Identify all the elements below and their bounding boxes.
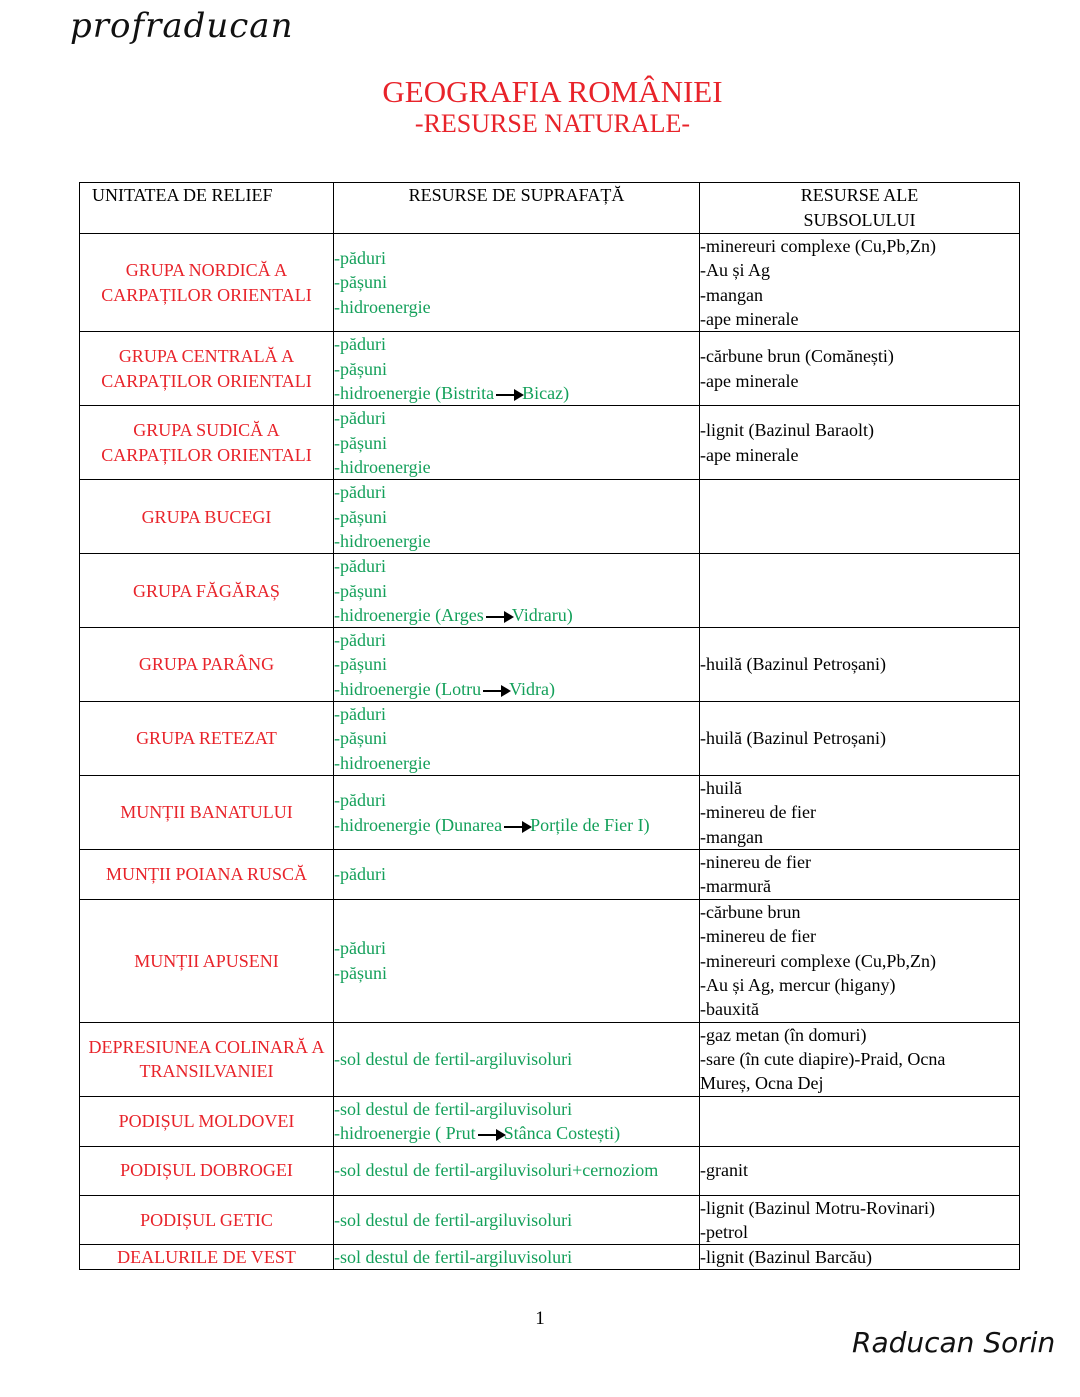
surface-resource-text: -hidroenergie (334, 456, 431, 477)
page-title: GEOGRAFIA ROMÂNIEI (382, 74, 723, 109)
table-row (80, 1146, 1020, 1195)
surface-resource-text: -hidroenergie (Arges (334, 604, 484, 625)
subsoil-resources-cell (700, 1245, 1020, 1270)
surface-resource-destination: Vidraru) (511, 604, 573, 625)
relief-unit-cell: GRUPA RETEZAT (80, 702, 334, 776)
surface-resources-cell (334, 234, 700, 332)
subsoil-resources-cell (700, 1195, 1020, 1245)
surface-resource-text: -păduri (334, 864, 386, 885)
subsoil-resources-cell (700, 332, 1020, 406)
subsoil-resource-item: -cărbune brun (Comănești) (700, 346, 894, 367)
surface-resource-text: -hidroenergie ( Prut (334, 1123, 476, 1144)
surface-resource-item (334, 579, 699, 603)
subsoil-resources-cell (700, 406, 1020, 480)
subsoil-resources-cell (700, 776, 1020, 850)
surface-resource-item (334, 813, 699, 837)
surface-resources-cell (334, 1096, 700, 1146)
header-subsoil-resources: RESURSE ALE SUBSOLULUI (700, 183, 1020, 234)
surface-resource-destination: Stânca Costești) (503, 1123, 621, 1144)
subsoil-resource-item: -mangan (700, 284, 763, 305)
relief-unit-cell: DEALURILE DE VEST (80, 1245, 334, 1270)
resources-table (79, 182, 1020, 1270)
table-row (80, 1096, 1020, 1146)
surface-resource-item (334, 677, 699, 701)
subsoil-resource-item: -ape minerale (700, 308, 799, 329)
surface-resource-text: -hidroenergie (Dunarea (334, 814, 503, 835)
surface-resource-text: -pășuni (334, 272, 387, 293)
relief-unit-cell: PODIȘUL DOBROGEI (80, 1146, 334, 1195)
surface-resource-text: -pășuni (334, 728, 387, 749)
table-row (80, 899, 1020, 1022)
table-row (80, 702, 1020, 776)
surface-resource-item (334, 295, 699, 319)
table-row (80, 1245, 1020, 1270)
subsoil-resource-item: -lignit (Bazinul Baraolt) (700, 420, 874, 441)
relief-unit-cell: PODIȘUL GETIC (80, 1195, 334, 1245)
surface-resource-item (334, 936, 699, 960)
relief-unit-cell: DEPRESIUNEA COLINARĂ A TRANSILVANIEI (80, 1022, 334, 1096)
surface-resource-text: -pășuni (334, 962, 387, 983)
subsoil-resource-item: -Au și Ag, mercur (higany) (700, 974, 896, 995)
surface-resources-cell (334, 480, 700, 554)
table-row (80, 234, 1020, 332)
subsoil-resource-item: -minereuri complexe (Cu,Pb,Zn) (700, 236, 936, 256)
relief-unit-cell: MUNȚII APUSENI (80, 899, 334, 1022)
header-signature: profraducan (70, 6, 294, 46)
surface-resource-text: -hidroenergie (334, 296, 431, 317)
surface-resources-cell (334, 1022, 700, 1096)
subsoil-resources-cell (700, 850, 1020, 900)
subsoil-resource-item: -lignit (Bazinul Barcău) (700, 1247, 872, 1268)
surface-resources-cell (334, 1245, 700, 1270)
relief-unit-cell: GRUPA CENTRALĂ A CARPAȚILOR ORIENTALI (80, 332, 334, 406)
table-row (80, 332, 1020, 406)
surface-resource-item (334, 751, 699, 775)
surface-resource-item (334, 554, 699, 578)
surface-resource-item (334, 702, 699, 726)
surface-resource-item (334, 788, 699, 812)
surface-resource-text: -pășuni (334, 654, 387, 675)
surface-resource-item (334, 529, 699, 553)
surface-resource-text: -sol destul de fertil-argiluvisoluri (334, 1209, 573, 1230)
surface-resource-item (334, 505, 699, 529)
subsoil-resource-item: -huilă (Bazinul Petroșani) (700, 654, 886, 675)
surface-resource-text: -hidroenergie (Lotru (334, 678, 482, 699)
relief-unit-cell: GRUPA SUDICĂ A CARPAȚILOR ORIENTALI (80, 406, 334, 480)
surface-resources-cell (334, 1195, 700, 1245)
page-subtitle: -RESURSE NATURALE- (414, 109, 691, 138)
table-row (80, 776, 1020, 850)
surface-resource-item (334, 628, 699, 652)
subsoil-resources-cell (700, 899, 1020, 1022)
surface-resource-text: -sol destul de fertil-argiluvisoluri+cernoziom (334, 1160, 659, 1181)
subsoil-resource-item: -mangan (700, 826, 763, 847)
surface-resource-item (334, 431, 699, 455)
surface-resource-text: -sol destul de fertil-argiluvisoluri (334, 1098, 573, 1119)
subsoil-resource-item: -marmură (700, 876, 771, 897)
subsoil-resource-item: -ape minerale (700, 444, 799, 465)
table-row (80, 628, 1020, 702)
surface-resource-item (334, 961, 699, 985)
surface-resource-item (334, 332, 699, 356)
subsoil-resources-cell (700, 480, 1020, 554)
surface-resource-text: -pășuni (334, 432, 387, 453)
surface-resources-cell (334, 406, 700, 480)
surface-resource-item (334, 1208, 699, 1232)
table-header-row (80, 183, 1020, 234)
relief-unit-cell: GRUPA BUCEGI (80, 480, 334, 554)
surface-resource-item (334, 270, 699, 294)
table-row (80, 554, 1020, 628)
surface-resource-destination: Bicaz) (522, 382, 570, 403)
surface-resource-item (334, 603, 699, 627)
subsoil-resource-item: -ape minerale (700, 370, 799, 391)
surface-resource-text: -pășuni (334, 506, 387, 527)
surface-resource-text: -păduri (334, 408, 386, 429)
surface-resource-item (334, 246, 699, 270)
subsoil-resources-cell (700, 702, 1020, 776)
surface-resource-text: -păduri (334, 334, 386, 355)
surface-resource-text: -hidroenergie (Bistrita (334, 382, 495, 403)
subsoil-resource-item: -cărbune brun (700, 901, 801, 922)
relief-unit-cell: GRUPA NORDICĂ A CARPAȚILOR ORIENTALI (80, 234, 334, 332)
surface-resource-item (334, 480, 699, 504)
surface-resource-text: -sol destul de fertil-argiluvisoluri (334, 1247, 573, 1268)
relief-unit-cell: PODIȘUL MOLDOVEI (80, 1096, 334, 1146)
surface-resource-text: -păduri (334, 248, 386, 269)
subsoil-resources-cell (700, 1096, 1020, 1146)
surface-resources-cell (334, 899, 700, 1022)
table-row (80, 1022, 1020, 1096)
surface-resource-text: -păduri (334, 790, 386, 811)
surface-resources-cell (334, 332, 700, 406)
surface-resource-item (334, 726, 699, 750)
surface-resource-text: -pășuni (334, 358, 387, 379)
surface-resource-text: -păduri (334, 630, 386, 651)
subsoil-resources-cell (700, 554, 1020, 628)
subsoil-resource-item: -granit (700, 1160, 748, 1181)
surface-resource-item (334, 862, 699, 886)
relief-unit-cell: GRUPA PARÂNG (80, 628, 334, 702)
surface-resources-cell (334, 554, 700, 628)
subsoil-resource-item: -minereuri complexe (Cu,Pb,Zn) (700, 950, 936, 971)
surface-resource-text: -păduri (334, 556, 386, 577)
header-surface-resources: RESURSE DE SUPRAFAȚĂ (334, 183, 700, 234)
surface-resource-item (334, 406, 699, 430)
subsoil-resource-item: -minereu de fier (700, 802, 816, 823)
surface-resource-item (334, 652, 699, 676)
table-body (80, 234, 1020, 1270)
subsoil-resources-cell (700, 234, 1020, 332)
surface-resource-item (334, 1047, 699, 1071)
surface-resource-destination: Vidra) (509, 678, 556, 699)
subsoil-resource-item: -ninereu de fier (700, 852, 811, 873)
surface-resource-item (334, 1245, 699, 1269)
subsoil-resource-item: -sare (în cute diapire)-Praid, Ocna (700, 1048, 946, 1069)
relief-unit-cell: MUNȚII POIANA RUSCĂ (80, 850, 334, 900)
surface-resource-text: -păduri (334, 938, 386, 959)
subsoil-resources-cell (700, 628, 1020, 702)
relief-unit-cell: MUNȚII BANATULUI (80, 776, 334, 850)
subsoil-resources-cell (700, 1146, 1020, 1195)
subsoil-resource-item: -Au și Ag (700, 260, 771, 281)
header-relief-unit: UNITATEA DE RELIEF (80, 183, 334, 234)
surface-resources-cell (334, 850, 700, 900)
surface-resource-text: -păduri (334, 704, 386, 725)
table-row (80, 1195, 1020, 1245)
surface-resources-cell (334, 776, 700, 850)
surface-resource-item (334, 381, 699, 405)
surface-resources-cell (334, 628, 700, 702)
subsoil-resource-item: -gaz metan (în domuri) (700, 1024, 867, 1045)
subsoil-resource-item: -huilă (700, 778, 742, 799)
subsoil-resource-item: -huilă (Bazinul Petroșani) (700, 728, 886, 749)
surface-resource-item (334, 357, 699, 381)
surface-resource-text: -hidroenergie (334, 530, 431, 551)
surface-resource-destination: Porțile de Fier I) (530, 814, 650, 835)
subsoil-resources-cell (700, 1022, 1020, 1096)
page-number: 1 (535, 1308, 545, 1329)
table-row (80, 850, 1020, 900)
subsoil-resource-item: -minereu de fier (700, 926, 816, 947)
surface-resources-cell (334, 702, 700, 776)
surface-resource-text: -sol destul de fertil-argiluvisoluri (334, 1048, 573, 1069)
surface-resource-item (334, 455, 699, 479)
relief-unit-cell: GRUPA FĂGĂRAȘ (80, 554, 334, 628)
subsoil-resource-item: -petrol (700, 1221, 748, 1242)
subsoil-resource-item: Mureș, Ocna Dej (700, 1073, 824, 1094)
surface-resource-item (334, 1097, 699, 1121)
table-row (80, 406, 1020, 480)
footer-signature: Raducan Sorin (852, 1326, 1056, 1359)
surface-resource-text: -păduri (334, 482, 386, 503)
surface-resource-text: -pășuni (334, 580, 387, 601)
subsoil-resource-item: -bauxită (700, 999, 759, 1020)
subsoil-resource-item: -lignit (Bazinul Motru-Rovinari) (700, 1197, 935, 1218)
table-row (80, 480, 1020, 554)
surface-resource-item (334, 1158, 699, 1182)
surface-resource-item (334, 1121, 699, 1145)
surface-resource-text: -hidroenergie (334, 752, 431, 773)
surface-resources-cell (334, 1146, 700, 1195)
